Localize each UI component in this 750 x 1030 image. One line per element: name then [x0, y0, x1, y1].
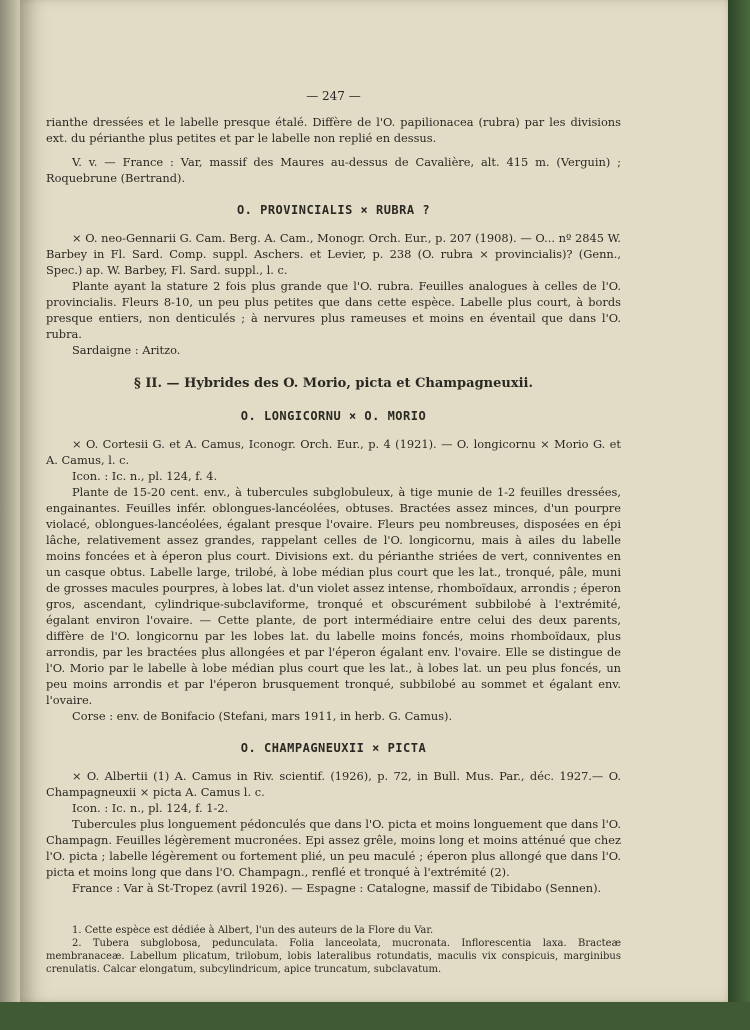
page-number: — 247 —: [306, 89, 361, 103]
section-heading: § II. — Hybrides des O. Morio, picta et Champagneuxii.: [134, 376, 533, 391]
scan-background: [0, 1002, 750, 1030]
paragraph-locality: France : Var à St-Tropez (avril 1926). — Espagne : Catalogne, massif de Tibidabo (Sennen).: [72, 881, 602, 895]
heading-champagneuxii-picta: O. CHAMPAGNEUXII × PICTA: [240, 741, 427, 755]
paragraph-icon-ref: Icon. : Ic. n., pl. 124, f. 4.: [72, 469, 218, 483]
footnote-2: 2. Tubera subglobosa, pedunculata. Folia lanceolata, mucronata. Inflorescentia laxa. Bracteæ membranaceæ. Labellum plicatum, trilobum, lobis lateralibus rotundatis, maculis vix conspicuis, marginibus crenulatis. Calcar elongatum, subcylindricum, apice truncatum, subclavatum.: [46, 938, 621, 975]
page-content: [46, 88, 621, 976]
paragraph-continuation: rianthe dressées et le labelle presque étalé. Diffère de l'O. papilionacea (rubra) par les divisions ext. du périanthe plus petites et par le labelle non replié en dessus.: [46, 115, 621, 145]
paragraph-icon-ref: Icon. : Ic. n., pl. 124, f. 1-2.: [72, 801, 229, 815]
paragraph-synonymy: × O. Albertii (1) A. Camus in Riv. scientif. (1926), p. 72, in Bull. Mus. Par., déc. 1927.— O. Champagneuxii × picta A. Camus l. c.: [46, 769, 621, 799]
paragraph-locality: Corse : env. de Bonifacio (Stefani, mars 1911, in herb. G. Camus).: [72, 709, 453, 723]
paragraph-synonymy: × O. neo-Gennarii G. Cam. Berg. A. Cam., Monogr. Orch. Eur., p. 207 (1908). — O... nº 2845 W. Barbey in Fl. Sard. Comp. suppl. Aschers. et Levier, p. 238 (O. rubra × provincialis)? (Genn., Spec.) ap. W. Barbey, Fl. Sard. suppl., l. c.: [46, 231, 621, 277]
paragraph-locality: Sardaigne : Aritzo.: [72, 343, 181, 357]
paragraph-description: Tubercules plus longuement pédonculés que dans l'O. picta et moins longuement que dans l'O. Champagn. Feuilles légèrement mucronées. Epi assez grêle, moins long et moins atténué que chez l'O. picta ; labelle légèrement ou fortement plié, un peu maculé ; éperon plus allongé que dans l'O. picta et moins long que dans l'O. Champagn., renflé et tronqué à l'extrémité (2).: [46, 817, 621, 879]
heading-longicornu-morio: O. LONGICORNU × O. MORIO: [240, 409, 427, 423]
footnote-1: 1. Cette espèce est dédiée à Albert, l'un des auteurs de la Flore du Var.: [72, 925, 434, 936]
paragraph-locality: V. v. — France : Var, massif des Maures au-dessus de Cavalière, alt. 415 m. (Verguin) ; Roquebrune (Bertrand).: [46, 155, 621, 185]
paragraph-description: Plante de 15-20 cent. env., à tubercules subglobuleux, à tige munie de 1-2 feuilles dressées, engainantes. Feuilles infér. oblongues-lancéolées, obtuses. Bractées assez minces, d'un pourpre violacé, oblongues-lancéolées, égalant presque l'ovaire. Fleurs peu nombreuses, disposées en épi lâche, relativement assez grandes, rappelant celles de l'O. longicornu, mais à ailes du labelle moins foncées et à éperon plus court. Divisions ext. du périanthe striées de vert, conniventes en un casque obtus. Labelle large, trilobé, à lobe médian plus court que les lat., tronqué, pâle, muni de grosses macules pourpres, à lobes lat. d'un violet assez intense, rhomboïdaux, arrondis ; éperon gros, ascendant, cylindrique-subclaviforme, tronqué et obscurément subbilobé à l'extrémité, égalant environ l'ovaire. — Cette plante, de port intermédiaire entre celui des deux parents, diffère de l'O. longicornu par les lobes lat. du labelle moins foncés, moins rhomboïdaux, plus arrondis, par les bractées plus allongées et par l'éperon égalant env. l'ovaire. Elle se distingue de l'O. Morio par le labelle à lobe médian plus court que les lat., à lobes lat. un peu plus foncés, un peu moins arrondis et par l'éperon brusquement tronqué, subbilobé au sommet et égalant env. l'ovaire.: [46, 485, 621, 707]
page-edge: [728, 0, 750, 1030]
paragraph-synonymy: × O. Cortesii G. et A. Camus, Iconogr. Orch. Eur., p. 4 (1921). — O. longicornu × Morio G. et A. Camus, l. c.: [46, 437, 621, 467]
paragraph-description: Plante ayant la stature 2 fois plus grande que l'O. rubra. Feuilles analogues à celles de l'O. provincialis. Fleurs 8-10, un peu plus petites que dans cette espèce. Labelle plus court, à bords presque entiers, non denticulés ; à nervures plus rameuses et moins en éventail que dans l'O. rubra.: [46, 279, 621, 341]
heading-provincialis-rubra: O. PROVINCIALIS × RUBRA ?: [236, 203, 431, 217]
